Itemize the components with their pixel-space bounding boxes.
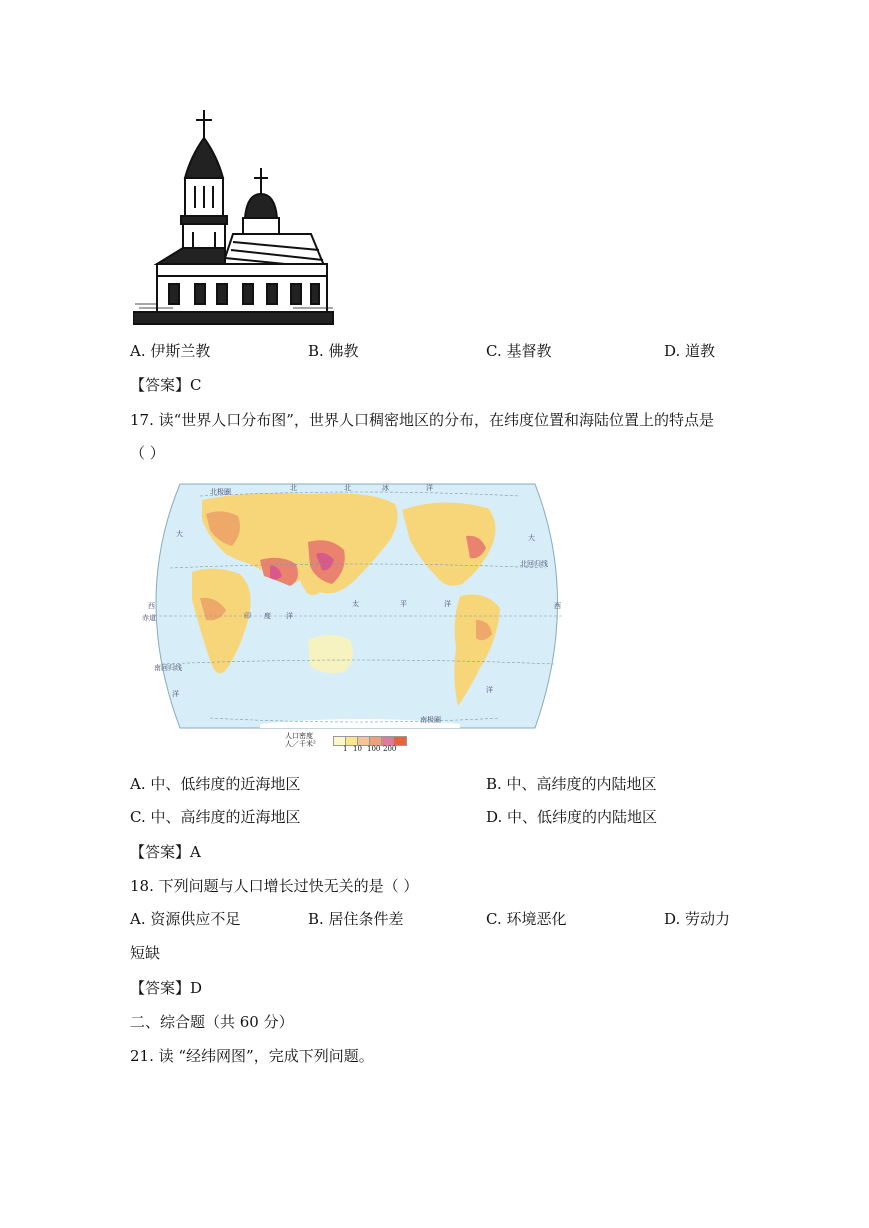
q16-option-c: C. 基督教 [486,342,552,360]
world-population-map [140,480,575,732]
q18-option-c: C. 环境恶化 [486,910,567,928]
q16-option-a: A. 伊斯兰教 [130,342,211,360]
svg-text:平: 平 [400,600,407,608]
svg-text:北: 北 [344,484,351,492]
svg-text:冰: 冰 [382,484,389,492]
q18-stem: 18. 下列问题与人口增长过快无关的是（ ） [130,877,419,895]
q17-option-a: A. 中、低纬度的近海地区 [130,775,301,793]
legend-tick-4: 200 [383,745,397,753]
svg-text:太: 太 [352,600,359,608]
q18-option-a: A. 资源供应不足 [130,910,241,928]
q17-option-d: D. 中、低纬度的内陆地区 [486,808,658,826]
q17-stem: 17. 读“世界人口分布图”，世界人口稠密地区的分布，在纬度位置和海陆位置上的特点是 [130,411,714,429]
svg-text:印: 印 [244,612,251,620]
q16-answer: 【答案】C [130,376,202,394]
q17-answer: 【答案】A [130,843,201,861]
q18-option-d-wrap: 短缺 [130,944,161,962]
section-heading: 二、综合题（共 60 分） [130,1013,294,1031]
q21-stem: 21. 读 “经纬网图”，完成下列问题。 [130,1047,374,1065]
svg-text:洋: 洋 [486,686,493,694]
svg-text:北: 北 [290,484,297,492]
q16-option-d: D. 道教 [664,342,716,360]
svg-text:西: 西 [554,602,561,610]
legend-tick-1: 1 [343,745,348,753]
q18-option-b: B. 居住条件差 [308,910,404,928]
q18-answer: 【答案】D [130,979,203,997]
label-arctic-circle: 北极圈 [210,488,231,496]
svg-text:大: 大 [176,530,183,538]
church-illustration [133,108,335,326]
map-legend [285,732,435,754]
q17-option-c: C. 中、高纬度的近海地区 [130,808,301,826]
svg-text:大: 大 [528,534,535,542]
q18-option-d: D. 劳动力 [664,910,731,928]
label-antarctic-circle: 南极圈 [420,716,441,724]
svg-text:洋: 洋 [426,484,433,492]
svg-text:洋: 洋 [286,612,293,620]
svg-text:洋: 洋 [172,690,179,698]
svg-text:洋: 洋 [444,600,451,608]
label-tropic-of-cancer: 北回归线 [520,560,548,568]
label-tropic-of-capricorn: 南回归线 [154,664,182,672]
q17-stem-paren: （ ） [130,444,165,462]
legend-tick-2: 10 [353,745,362,753]
svg-text:度: 度 [264,612,271,620]
legend-title: 人口密度 人／千米² [285,732,316,748]
legend-tick-3: 100 [367,745,381,753]
australia-landmass [308,635,353,673]
q17-option-b: B. 中、高纬度的内陆地区 [486,775,657,793]
q16-option-b: B. 佛教 [308,342,359,360]
label-equator: 赤道 [142,614,156,622]
svg-text:西: 西 [148,602,155,610]
